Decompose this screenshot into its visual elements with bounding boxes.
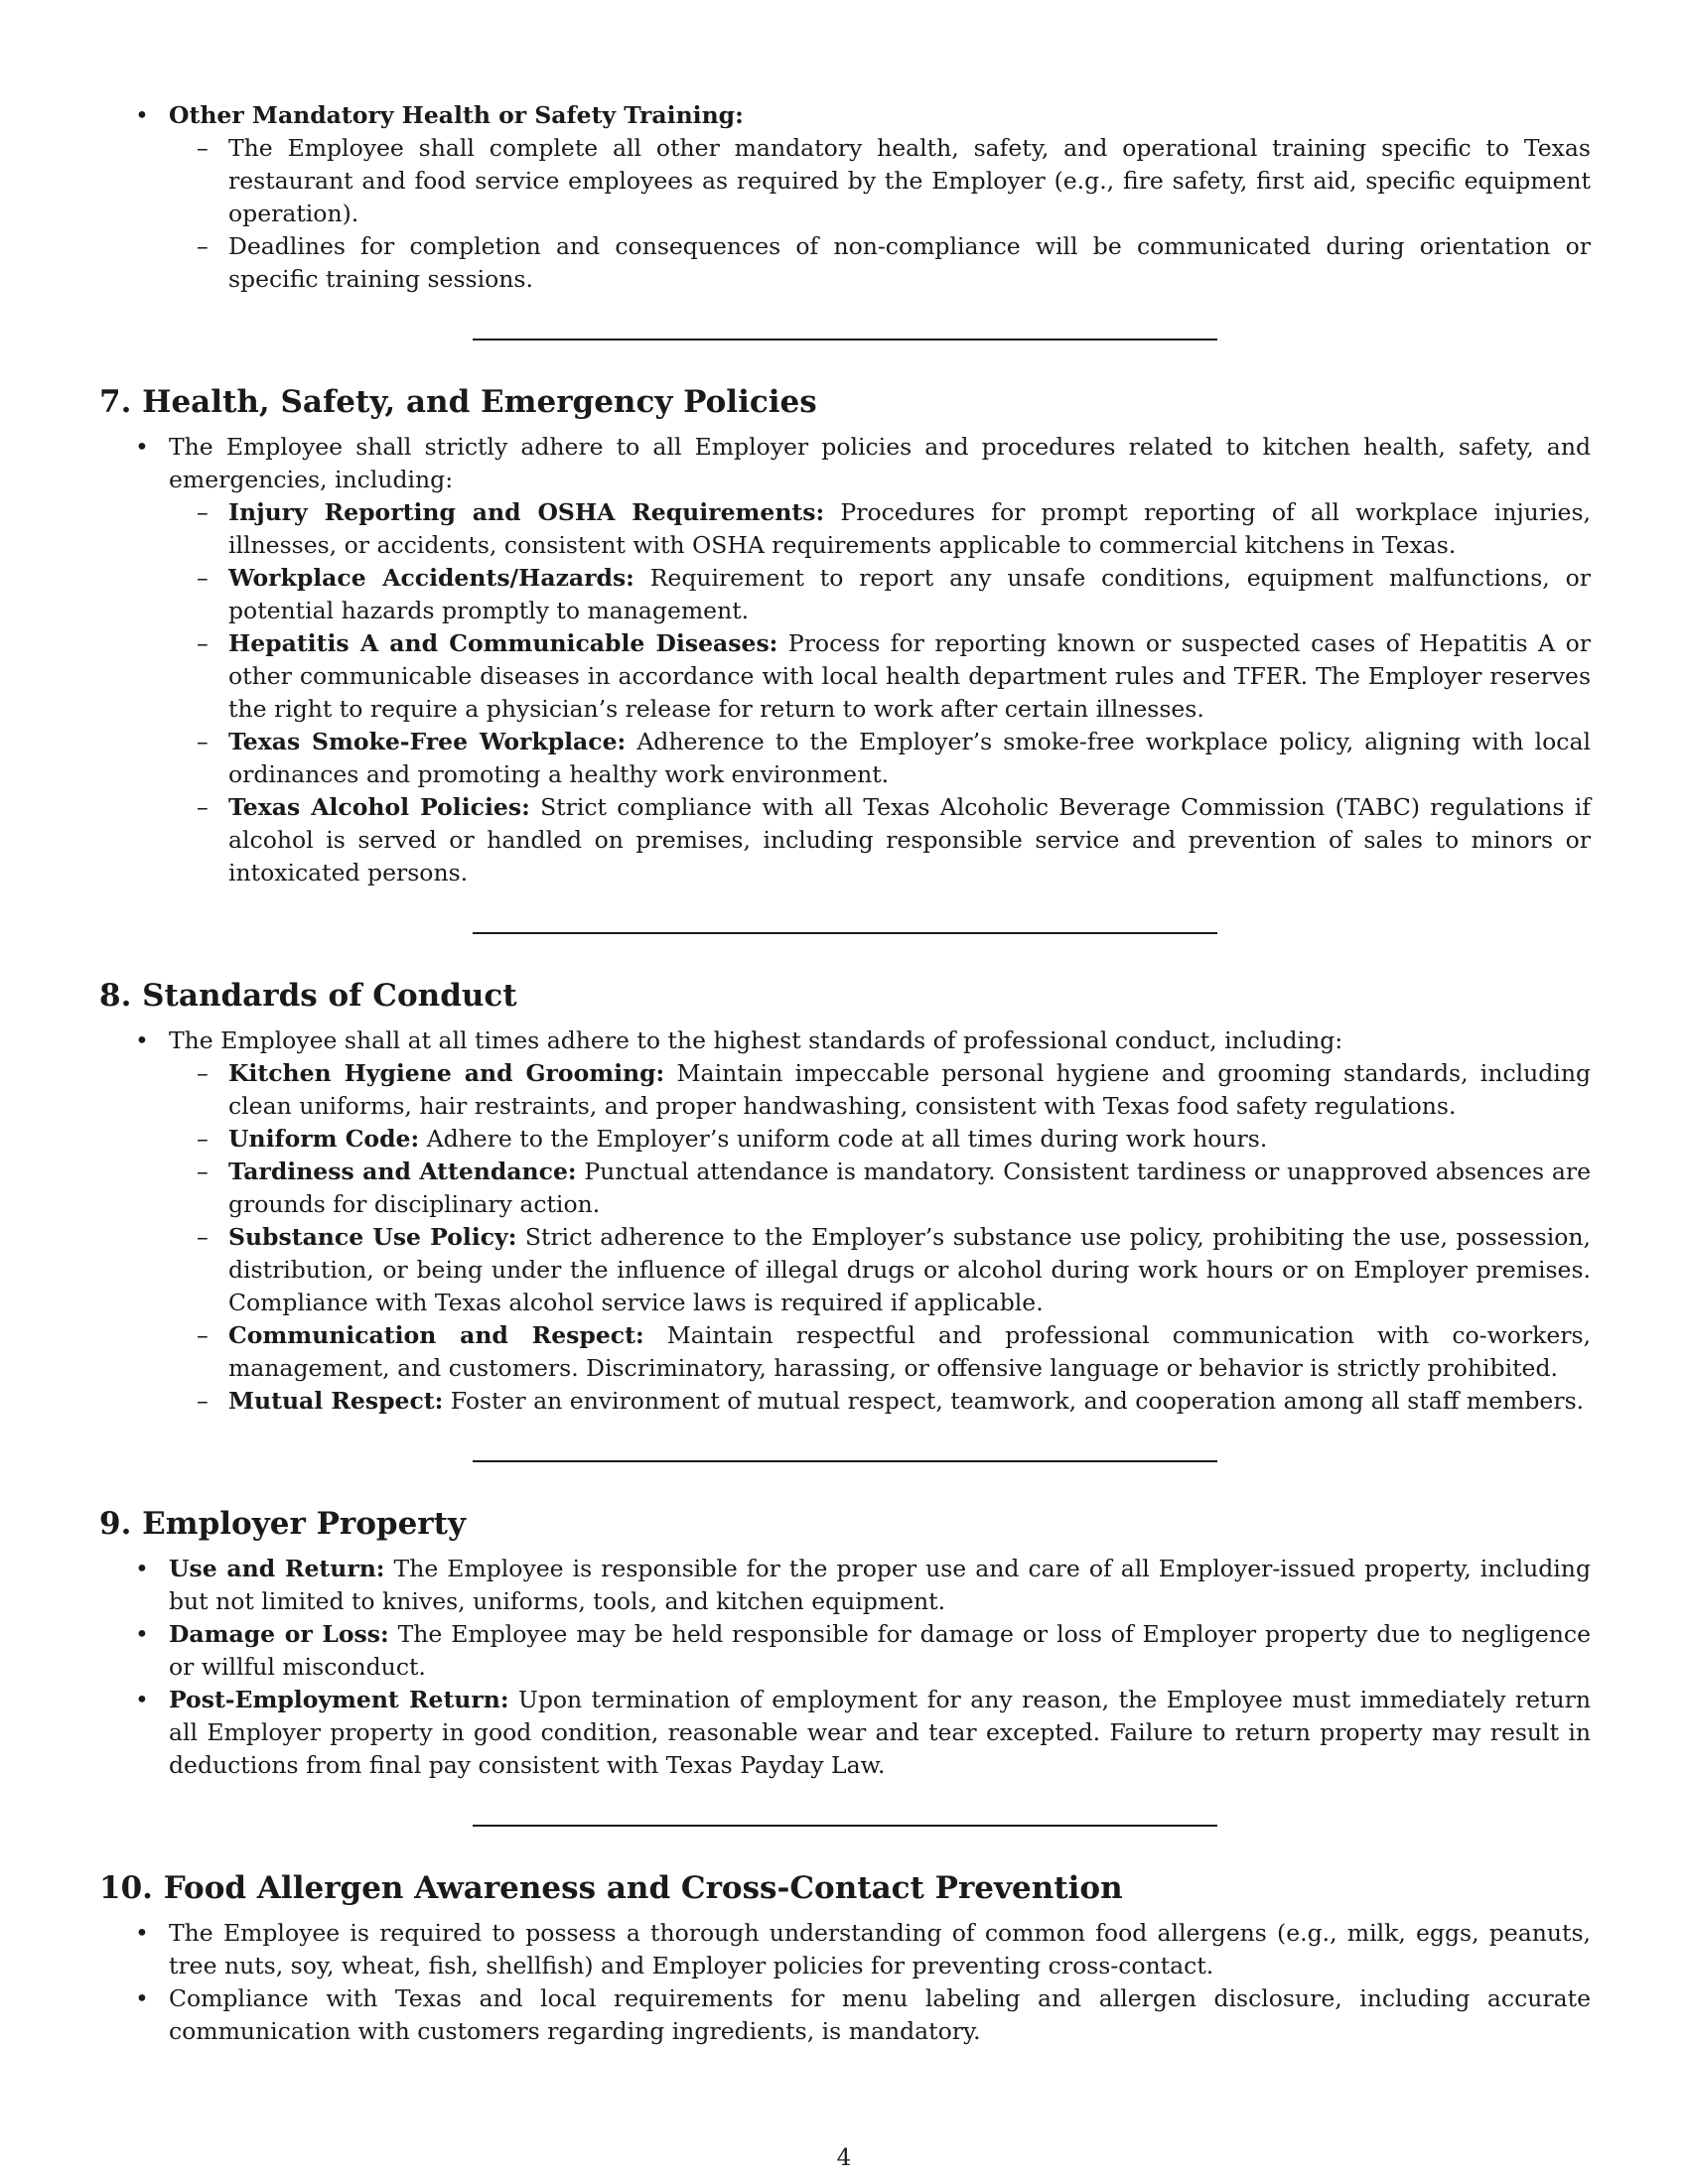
section-7-intro: The Employee shall strictly adhere to all Employer policies and procedures related to kitchen health, safety, and emergencies, including: bbox=[169, 433, 1591, 493]
policy-item bbox=[169, 726, 1591, 791]
conduct-item bbox=[169, 1319, 1591, 1385]
section-10-title: 10. Food Allergen Awareness and Cross-Contact Prevention bbox=[99, 1870, 1123, 1906]
policy-label: Texas Alcohol Policies: bbox=[228, 793, 530, 821]
section-7-sublist bbox=[169, 496, 1591, 889]
section-8-intro: The Employee shall at all times adhere to the highest standards of professional conduct, including: bbox=[169, 1026, 1343, 1054]
property-item bbox=[99, 1618, 1591, 1684]
section-9-title: 9. Employer Property bbox=[99, 1506, 466, 1542]
conduct-label: Communication and Respect: bbox=[228, 1321, 644, 1349]
section-9-list bbox=[99, 1553, 1591, 1782]
section-8-title: 8. Standards of Conduct bbox=[99, 978, 517, 1014]
conduct-text: Adhere to the Employer’s uniform code at all times during work hours. bbox=[426, 1125, 1268, 1153]
property-text: Upon termination of employment for any reason, the Employee must immediately return all Employer property in good condition, reasonable wear and tear excepted. Failure to return property may result in deductions from final pay consistent with Texas Payday Law. bbox=[169, 1686, 1591, 1779]
conduct-label: Substance Use Policy: bbox=[228, 1223, 517, 1251]
training-list bbox=[99, 99, 1591, 296]
property-label: Post-Employment Return: bbox=[169, 1686, 509, 1713]
policy-text: Strict compliance with all Texas Alcoholic Beverage Commission (TABC) regulations if alcohol is served or handled on premises, including responsible service and prevention of sales to minors or intoxicated persons. bbox=[228, 793, 1591, 887]
property-label: Use and Return: bbox=[169, 1555, 385, 1582]
policy-label: Hepatitis A and Communicable Diseases: bbox=[228, 629, 778, 657]
conduct-label: Tardiness and Attendance: bbox=[228, 1158, 577, 1185]
allergen-item: • The Employee is required to possess a thorough understanding of common food allergens (e.g., milk, eggs, peanuts, tree nuts, soy, wheat, fish, shellfish) and Employer policies for preventing cross-contact. bbox=[99, 1917, 1591, 1982]
property-item bbox=[99, 1553, 1591, 1618]
conduct-text: Foster an environment of mutual respect, teamwork, and cooperation among all staff members. bbox=[450, 1387, 1585, 1415]
policy-label: Injury Reporting and OSHA Requirements: bbox=[228, 498, 825, 526]
section-divider bbox=[473, 339, 1217, 341]
conduct-item bbox=[169, 1123, 1591, 1156]
conduct-item bbox=[169, 1156, 1591, 1221]
conduct-text: Strict adherence to the Employer’s substance use policy, prohibiting the use, possession, distribution, or being under the influence of illegal drugs or alcohol during work hours or on Employer premises. Compliance with Texas alcohol service laws is required if applicable. bbox=[228, 1223, 1591, 1316]
policy-label: Texas Smoke-Free Workplace: bbox=[228, 728, 627, 755]
policy-text: Adherence to the Employer’s smoke-free workplace policy, aligning with local ordinances and promoting a healthy work environment. bbox=[228, 728, 1591, 788]
section-7-title: 7. Health, Safety, and Emergency Policies bbox=[99, 384, 817, 420]
policy-item bbox=[169, 791, 1591, 889]
page-content bbox=[99, 99, 1591, 2048]
section-8-sublist bbox=[169, 1057, 1591, 1418]
page-number: 4 bbox=[836, 2145, 852, 2171]
policy-text: Requirement to report any unsafe conditions, equipment malfunctions, or potential hazards promptly to management. bbox=[228, 564, 1591, 624]
training-subitem: – Deadlines for completion and consequences of non-compliance will be communicated during orientation or specific training sessions. bbox=[169, 230, 1591, 296]
section-divider bbox=[473, 932, 1217, 934]
policy-text: Process for reporting known or suspected cases of Hepatitis A or other communicable diseases in accordance with local health department rules and TFER. The Employer reserves the right to require a physician’s release for return to work after certain illnesses. bbox=[228, 629, 1591, 723]
conduct-label: Uniform Code: bbox=[228, 1125, 420, 1153]
policy-text: Procedures for prompt reporting of all workplace injuries, illnesses, or accidents, consistent with OSHA requirements applicable to commercial kitchens in Texas. bbox=[228, 498, 1591, 559]
section-8-list bbox=[99, 1024, 1591, 1418]
property-text: The Employee may be held responsible for damage or loss of Employer property due to negligence or willful misconduct. bbox=[169, 1620, 1591, 1681]
conduct-item bbox=[169, 1385, 1591, 1418]
section-7-list bbox=[99, 431, 1591, 889]
policy-label: Workplace Accidents/Hazards: bbox=[228, 564, 634, 592]
conduct-text: Maintain impeccable personal hygiene and grooming standards, including clean uniforms, hair restraints, and proper handwashing, consistent with Texas food safety regulations. bbox=[228, 1059, 1591, 1120]
conduct-item bbox=[169, 1057, 1591, 1123]
training-item bbox=[99, 99, 1591, 296]
allergen-item: • Compliance with Texas and local requirements for menu labeling and allergen disclosure, including accurate communication with customers regarding ingredients, is mandatory. bbox=[99, 1982, 1591, 2048]
conduct-label: Kitchen Hygiene and Grooming: bbox=[228, 1059, 665, 1087]
section-divider bbox=[473, 1825, 1217, 1827]
conduct-text: Maintain respectful and professional communication with co-workers, management, and customers. Discriminatory, harassing, or offensive language or behavior is strictly prohibited. bbox=[228, 1321, 1591, 1382]
policy-item bbox=[169, 627, 1591, 726]
section-10-list bbox=[99, 1917, 1591, 2048]
training-subitem: – The Employee shall complete all other mandatory health, safety, and operational training specific to Texas restaurant and food service employees as required by the Employer (e.g., fire safety, first aid, specific equipment operation). bbox=[169, 132, 1591, 230]
conduct-text: Punctual attendance is mandatory. Consistent tardiness or unapproved absences are grounds for disciplinary action. bbox=[228, 1158, 1591, 1218]
section-8-intro-item bbox=[99, 1024, 1591, 1418]
section-divider bbox=[473, 1460, 1217, 1462]
training-sublist bbox=[169, 132, 1591, 296]
conduct-item bbox=[169, 1221, 1591, 1319]
policy-item bbox=[169, 496, 1591, 562]
property-item bbox=[99, 1684, 1591, 1782]
policy-item bbox=[169, 562, 1591, 627]
conduct-label: Mutual Respect: bbox=[228, 1387, 444, 1415]
property-label: Damage or Loss: bbox=[169, 1620, 389, 1648]
section-7-intro-item bbox=[99, 431, 1591, 889]
training-heading: Other Mandatory Health or Safety Training: bbox=[169, 101, 744, 129]
property-text: The Employee is responsible for the proper use and care of all Employer-issued property, including but not limited to knives, uniforms, tools, and kitchen equipment. bbox=[169, 1555, 1591, 1615]
